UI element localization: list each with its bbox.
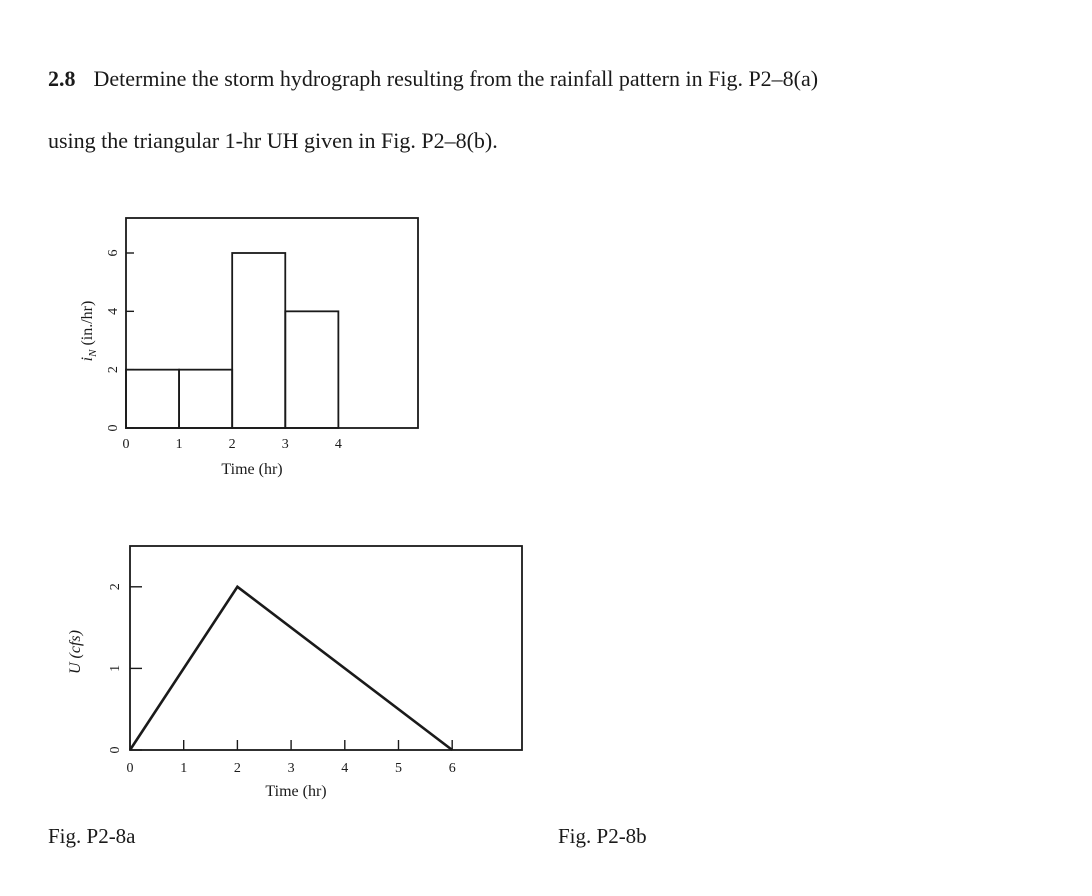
problem-text-1: Determine the storm hydrograph resulting from the rainfall pattern in Fig. P2–8(a) bbox=[93, 66, 819, 91]
x-tick-label: 2 bbox=[228, 437, 236, 452]
x-tick-label: 0 bbox=[122, 437, 130, 452]
x-axis-label: Time (hr) bbox=[221, 461, 283, 478]
y-tick-label: 4 bbox=[106, 307, 122, 315]
x-tick-label: 1 bbox=[175, 437, 183, 452]
x-tick-label: 0 bbox=[126, 761, 134, 776]
y-tick-label: 1 bbox=[108, 664, 124, 672]
y-axis-label: U (cfs) bbox=[67, 630, 84, 674]
x-tick-label: 3 bbox=[287, 761, 295, 776]
problem-number: 2.8 bbox=[48, 66, 76, 91]
figure-caption-a: Fig. P2-8a bbox=[48, 824, 136, 848]
y-tick-label: 0 bbox=[106, 424, 122, 432]
plot-frame bbox=[130, 546, 522, 750]
x-tick-label: 4 bbox=[341, 761, 349, 776]
y-tick-label: 2 bbox=[106, 366, 122, 374]
x-tick-label: 6 bbox=[448, 761, 456, 776]
x-axis-label: Time (hr) bbox=[265, 783, 327, 800]
x-tick-label: 2 bbox=[233, 761, 241, 776]
x-tick-label: 3 bbox=[281, 437, 289, 452]
y-tick-label: 2 bbox=[108, 583, 124, 591]
y-axis-label: $i_N$ (in./hr) bbox=[79, 300, 99, 362]
y-tick-label: 6 bbox=[106, 249, 122, 257]
y-tick-label: 0 bbox=[108, 746, 124, 754]
x-tick-label: 5 bbox=[394, 761, 402, 776]
x-tick-label: 1 bbox=[180, 761, 188, 776]
x-tick-label: 4 bbox=[334, 437, 342, 452]
figure-caption-b: Fig. P2-8b bbox=[558, 824, 647, 848]
problem-text-2: using the triangular 1-hr UH given in Fig. P2–8(b). bbox=[48, 128, 498, 153]
uh-line bbox=[130, 587, 452, 750]
